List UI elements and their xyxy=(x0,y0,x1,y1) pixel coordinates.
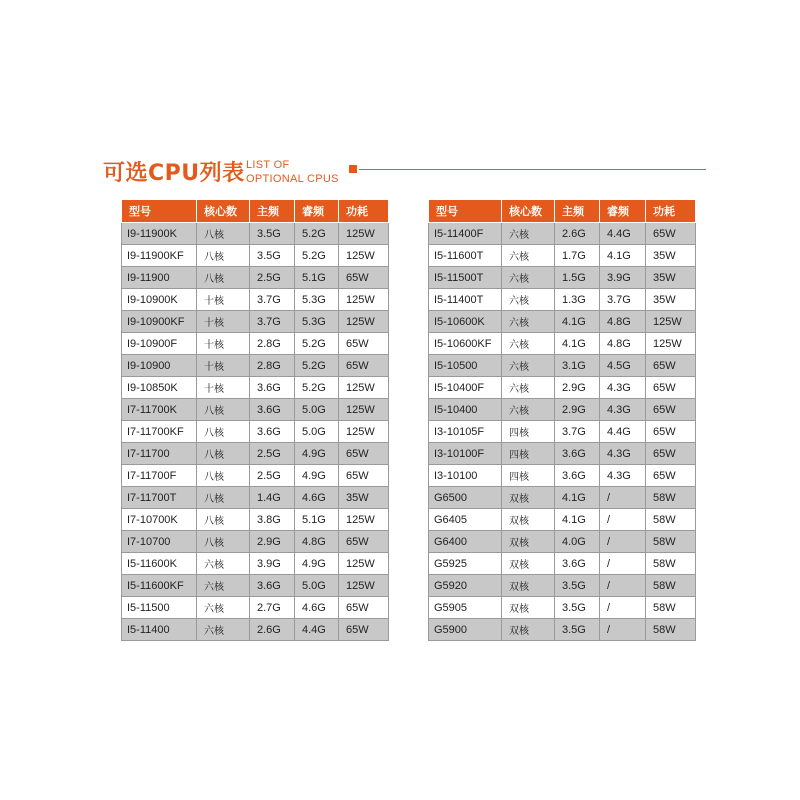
cell-model: G5905 xyxy=(429,597,502,619)
cell-cores: 八核 xyxy=(197,399,250,421)
cell-cores: 双核 xyxy=(502,597,555,619)
cell-cores: 双核 xyxy=(502,619,555,641)
cell-turbo-freq: 4.9G xyxy=(295,553,339,575)
table-row xyxy=(122,597,389,619)
cell-model: I5-11500 xyxy=(122,597,197,619)
cell-cores: 四核 xyxy=(502,421,555,443)
cell-base-freq: 1.3G xyxy=(555,289,600,311)
cell-cores: 十核 xyxy=(197,377,250,399)
cell-base-freq: 4.0G xyxy=(555,531,600,553)
table-row xyxy=(429,575,696,597)
table-row xyxy=(429,333,696,355)
cell-turbo-freq: 5.0G xyxy=(295,575,339,597)
cell-cores: 双核 xyxy=(502,531,555,553)
cell-base-freq: 1.4G xyxy=(250,487,295,509)
cell-cores: 八核 xyxy=(197,267,250,289)
cell-cores: 六核 xyxy=(197,597,250,619)
cell-base-freq: 2.5G xyxy=(250,443,295,465)
cell-power: 35W xyxy=(646,289,696,311)
table-row xyxy=(122,245,389,267)
cell-base-freq: 2.8G xyxy=(250,333,295,355)
decorative-line xyxy=(359,169,706,170)
decorative-square xyxy=(349,165,357,173)
cell-turbo-freq: / xyxy=(600,553,646,575)
cell-model: I7-11700K xyxy=(122,399,197,421)
cell-model: I5-10400 xyxy=(429,399,502,421)
col-header-cores: 核心数 xyxy=(502,200,555,223)
cell-cores: 双核 xyxy=(502,553,555,575)
cell-turbo-freq: 4.9G xyxy=(295,465,339,487)
cell-power: 58W xyxy=(646,575,696,597)
cell-power: 58W xyxy=(646,531,696,553)
cell-power: 65W xyxy=(339,597,389,619)
cell-turbo-freq: 4.4G xyxy=(600,223,646,245)
cell-cores: 双核 xyxy=(502,487,555,509)
cell-power: 65W xyxy=(646,443,696,465)
table-row xyxy=(122,487,389,509)
col-header-turbo-freq: 睿频 xyxy=(295,200,339,223)
table-row xyxy=(429,509,696,531)
cell-base-freq: 4.1G xyxy=(555,311,600,333)
cell-cores: 八核 xyxy=(197,223,250,245)
cell-model: I5-11400F xyxy=(429,223,502,245)
cell-model: I3-10100F xyxy=(429,443,502,465)
cpu-table-left-body xyxy=(122,223,389,641)
cell-model: I7-11700 xyxy=(122,443,197,465)
cell-turbo-freq: / xyxy=(600,597,646,619)
cell-model: I9-11900KF xyxy=(122,245,197,267)
cell-power: 65W xyxy=(646,399,696,421)
cell-model: I5-11600KF xyxy=(122,575,197,597)
cell-power: 58W xyxy=(646,553,696,575)
cell-cores: 十核 xyxy=(197,333,250,355)
cell-power: 125W xyxy=(339,245,389,267)
cell-cores: 八核 xyxy=(197,421,250,443)
cell-base-freq: 4.1G xyxy=(555,487,600,509)
cell-model: G6500 xyxy=(429,487,502,509)
table-row xyxy=(122,443,389,465)
cell-base-freq: 3.6G xyxy=(250,399,295,421)
cell-model: G5920 xyxy=(429,575,502,597)
col-header-power: 功耗 xyxy=(646,200,696,223)
table-row xyxy=(429,311,696,333)
cell-power: 125W xyxy=(646,333,696,355)
cell-power: 65W xyxy=(646,421,696,443)
cell-base-freq: 4.1G xyxy=(555,509,600,531)
cell-power: 65W xyxy=(646,377,696,399)
cell-cores: 十核 xyxy=(197,311,250,333)
cell-base-freq: 1.7G xyxy=(555,245,600,267)
cell-power: 35W xyxy=(646,245,696,267)
cell-turbo-freq: 4.6G xyxy=(295,487,339,509)
cell-base-freq: 2.6G xyxy=(250,619,295,641)
cell-cores: 八核 xyxy=(197,245,250,267)
table-row xyxy=(122,399,389,421)
table-row xyxy=(122,267,389,289)
cell-turbo-freq: 4.1G xyxy=(600,245,646,267)
cell-model: I5-11400 xyxy=(122,619,197,641)
cell-cores: 双核 xyxy=(502,575,555,597)
cell-base-freq: 2.9G xyxy=(555,377,600,399)
page-title: 可选CPU列表 xyxy=(103,161,245,186)
cell-cores: 八核 xyxy=(197,487,250,509)
cell-power: 65W xyxy=(339,333,389,355)
table-row xyxy=(429,465,696,487)
cell-power: 65W xyxy=(339,443,389,465)
cell-turbo-freq: 4.5G xyxy=(600,355,646,377)
cell-turbo-freq: 4.8G xyxy=(600,333,646,355)
cell-power: 125W xyxy=(339,377,389,399)
table-row xyxy=(429,377,696,399)
cell-model: I5-11500T xyxy=(429,267,502,289)
cell-base-freq: 3.7G xyxy=(250,289,295,311)
table-header-row xyxy=(122,200,389,223)
cell-turbo-freq: 4.3G xyxy=(600,465,646,487)
table-row xyxy=(122,619,389,641)
cell-cores: 六核 xyxy=(502,333,555,355)
cell-cores: 八核 xyxy=(197,509,250,531)
cell-cores: 四核 xyxy=(502,465,555,487)
cell-cores: 六核 xyxy=(502,311,555,333)
cell-turbo-freq: 5.3G xyxy=(295,289,339,311)
table-row xyxy=(429,443,696,465)
cell-cores: 四核 xyxy=(502,443,555,465)
cell-model: I7-11700KF xyxy=(122,421,197,443)
cell-power: 65W xyxy=(646,465,696,487)
cell-power: 125W xyxy=(339,289,389,311)
table-row xyxy=(429,619,696,641)
cell-base-freq: 3.6G xyxy=(555,465,600,487)
cell-cores: 六核 xyxy=(197,619,250,641)
cell-model: I7-10700 xyxy=(122,531,197,553)
cell-base-freq: 3.7G xyxy=(250,311,295,333)
table-row xyxy=(429,245,696,267)
cell-cores: 六核 xyxy=(502,289,555,311)
cell-base-freq: 3.9G xyxy=(250,553,295,575)
cell-model: I7-10700K xyxy=(122,509,197,531)
cell-cores: 六核 xyxy=(502,377,555,399)
table-row xyxy=(122,509,389,531)
cell-base-freq: 2.6G xyxy=(555,223,600,245)
cell-base-freq: 3.5G xyxy=(250,223,295,245)
cell-cores: 十核 xyxy=(197,289,250,311)
cell-model: I5-10600KF xyxy=(429,333,502,355)
cell-base-freq: 3.5G xyxy=(555,575,600,597)
col-header-base-freq: 主频 xyxy=(250,200,295,223)
table-row xyxy=(429,355,696,377)
cell-model: I5-11600K xyxy=(122,553,197,575)
table-row xyxy=(122,553,389,575)
cell-base-freq: 2.9G xyxy=(250,531,295,553)
cell-model: G5900 xyxy=(429,619,502,641)
header xyxy=(0,0,800,200)
cell-turbo-freq: 4.3G xyxy=(600,443,646,465)
cell-turbo-freq: 5.2G xyxy=(295,355,339,377)
cell-power: 125W xyxy=(339,399,389,421)
page-subtitle xyxy=(246,158,339,186)
cell-cores: 十核 xyxy=(197,355,250,377)
cell-cores: 双核 xyxy=(502,509,555,531)
cell-turbo-freq: / xyxy=(600,575,646,597)
cell-power: 65W xyxy=(339,531,389,553)
cell-model: I9-11900K xyxy=(122,223,197,245)
col-header-power: 功耗 xyxy=(339,200,389,223)
cell-model: I7-11700T xyxy=(122,487,197,509)
cell-model: I9-11900 xyxy=(122,267,197,289)
cell-power: 125W xyxy=(339,575,389,597)
cell-turbo-freq: 4.4G xyxy=(295,619,339,641)
cell-power: 35W xyxy=(339,487,389,509)
cell-model: G6405 xyxy=(429,509,502,531)
table-row xyxy=(429,223,696,245)
table-row xyxy=(429,531,696,553)
cell-model: G5925 xyxy=(429,553,502,575)
subtitle-line-2: OPTIONAL CPUS xyxy=(246,173,339,185)
cell-power: 125W xyxy=(339,421,389,443)
cell-power: 125W xyxy=(646,311,696,333)
cell-model: G6400 xyxy=(429,531,502,553)
cell-turbo-freq: 4.9G xyxy=(295,443,339,465)
cell-turbo-freq: 4.6G xyxy=(295,597,339,619)
table-row xyxy=(122,531,389,553)
cell-base-freq: 2.7G xyxy=(250,597,295,619)
cell-base-freq: 3.6G xyxy=(250,575,295,597)
cell-cores: 六核 xyxy=(197,575,250,597)
cell-turbo-freq: 5.1G xyxy=(295,267,339,289)
cpu-table-right-body xyxy=(429,223,696,641)
cell-base-freq: 4.1G xyxy=(555,333,600,355)
cell-turbo-freq: 3.7G xyxy=(600,289,646,311)
cell-power: 125W xyxy=(339,311,389,333)
table-row xyxy=(429,399,696,421)
cell-base-freq: 3.6G xyxy=(555,443,600,465)
table-row xyxy=(122,223,389,245)
table-row xyxy=(122,575,389,597)
cell-turbo-freq: 4.8G xyxy=(600,311,646,333)
table-row xyxy=(429,487,696,509)
cell-turbo-freq: 4.3G xyxy=(600,399,646,421)
cell-base-freq: 2.5G xyxy=(250,267,295,289)
table-header-row xyxy=(429,200,696,223)
table-row xyxy=(122,377,389,399)
cell-cores: 八核 xyxy=(197,443,250,465)
cell-base-freq: 3.8G xyxy=(250,509,295,531)
cell-turbo-freq: / xyxy=(600,619,646,641)
cell-turbo-freq: 4.4G xyxy=(600,421,646,443)
cell-cores: 六核 xyxy=(502,267,555,289)
cell-base-freq: 3.5G xyxy=(555,597,600,619)
cell-model: I5-10400F xyxy=(429,377,502,399)
cell-base-freq: 3.6G xyxy=(250,377,295,399)
cell-model: I7-11700F xyxy=(122,465,197,487)
cell-model: I5-10600K xyxy=(429,311,502,333)
subtitle-line-1: LIST OF xyxy=(246,159,290,171)
cell-cores: 八核 xyxy=(197,465,250,487)
cell-cores: 八核 xyxy=(197,531,250,553)
cell-power: 35W xyxy=(646,267,696,289)
cell-base-freq: 2.8G xyxy=(250,355,295,377)
cell-cores: 六核 xyxy=(502,245,555,267)
table-row xyxy=(122,421,389,443)
col-header-model: 型号 xyxy=(429,200,502,223)
cell-model: I5-11600T xyxy=(429,245,502,267)
table-row xyxy=(429,597,696,619)
col-header-base-freq: 主频 xyxy=(555,200,600,223)
cell-base-freq: 3.7G xyxy=(555,421,600,443)
cpu-table-right xyxy=(428,200,696,641)
cell-power: 58W xyxy=(646,597,696,619)
cell-power: 65W xyxy=(339,355,389,377)
cell-cores: 六核 xyxy=(502,355,555,377)
cell-model: I9-10850K xyxy=(122,377,197,399)
table-row xyxy=(122,465,389,487)
col-header-cores: 核心数 xyxy=(197,200,250,223)
cell-base-freq: 2.5G xyxy=(250,465,295,487)
cell-model: I9-10900 xyxy=(122,355,197,377)
table-row xyxy=(122,333,389,355)
cell-turbo-freq: 5.3G xyxy=(295,311,339,333)
cell-turbo-freq: 5.0G xyxy=(295,421,339,443)
cell-turbo-freq: 5.1G xyxy=(295,509,339,531)
table-row xyxy=(122,289,389,311)
cell-turbo-freq: 5.0G xyxy=(295,399,339,421)
cell-cores: 六核 xyxy=(197,553,250,575)
cell-model: I5-11400T xyxy=(429,289,502,311)
cell-power: 65W xyxy=(339,465,389,487)
cell-base-freq: 2.9G xyxy=(555,399,600,421)
cell-turbo-freq: 4.3G xyxy=(600,377,646,399)
cell-turbo-freq: / xyxy=(600,531,646,553)
cell-power: 65W xyxy=(646,355,696,377)
cell-power: 65W xyxy=(646,223,696,245)
cell-power: 58W xyxy=(646,509,696,531)
cell-turbo-freq: 3.9G xyxy=(600,267,646,289)
table-row xyxy=(122,355,389,377)
cell-base-freq: 3.1G xyxy=(555,355,600,377)
cell-turbo-freq: 5.2G xyxy=(295,223,339,245)
col-header-turbo-freq: 睿频 xyxy=(600,200,646,223)
cell-cores: 六核 xyxy=(502,399,555,421)
cpu-table-left xyxy=(121,200,389,641)
cell-turbo-freq: 5.2G xyxy=(295,377,339,399)
table-row xyxy=(122,311,389,333)
cell-base-freq: 3.6G xyxy=(555,553,600,575)
table-row xyxy=(429,267,696,289)
cell-base-freq: 3.5G xyxy=(250,245,295,267)
cell-power: 125W xyxy=(339,223,389,245)
cell-base-freq: 1.5G xyxy=(555,267,600,289)
cell-power: 125W xyxy=(339,509,389,531)
cell-cores: 六核 xyxy=(502,223,555,245)
table-row xyxy=(429,553,696,575)
cell-power: 58W xyxy=(646,487,696,509)
cell-model: I9-10900K xyxy=(122,289,197,311)
cell-model: I9-10900F xyxy=(122,333,197,355)
cell-turbo-freq: / xyxy=(600,487,646,509)
cell-model: I9-10900KF xyxy=(122,311,197,333)
cell-model: I5-10500 xyxy=(429,355,502,377)
cell-base-freq: 3.6G xyxy=(250,421,295,443)
table-row xyxy=(429,289,696,311)
cell-turbo-freq: 5.2G xyxy=(295,333,339,355)
col-header-model: 型号 xyxy=(122,200,197,223)
cell-model: I3-10100 xyxy=(429,465,502,487)
cell-power: 125W xyxy=(339,553,389,575)
cell-turbo-freq: / xyxy=(600,509,646,531)
cell-model: I3-10105F xyxy=(429,421,502,443)
cell-power: 65W xyxy=(339,619,389,641)
cell-turbo-freq: 5.2G xyxy=(295,245,339,267)
table-row xyxy=(429,421,696,443)
cell-base-freq: 3.5G xyxy=(555,619,600,641)
cell-power: 65W xyxy=(339,267,389,289)
cell-power: 58W xyxy=(646,619,696,641)
cell-turbo-freq: 4.8G xyxy=(295,531,339,553)
